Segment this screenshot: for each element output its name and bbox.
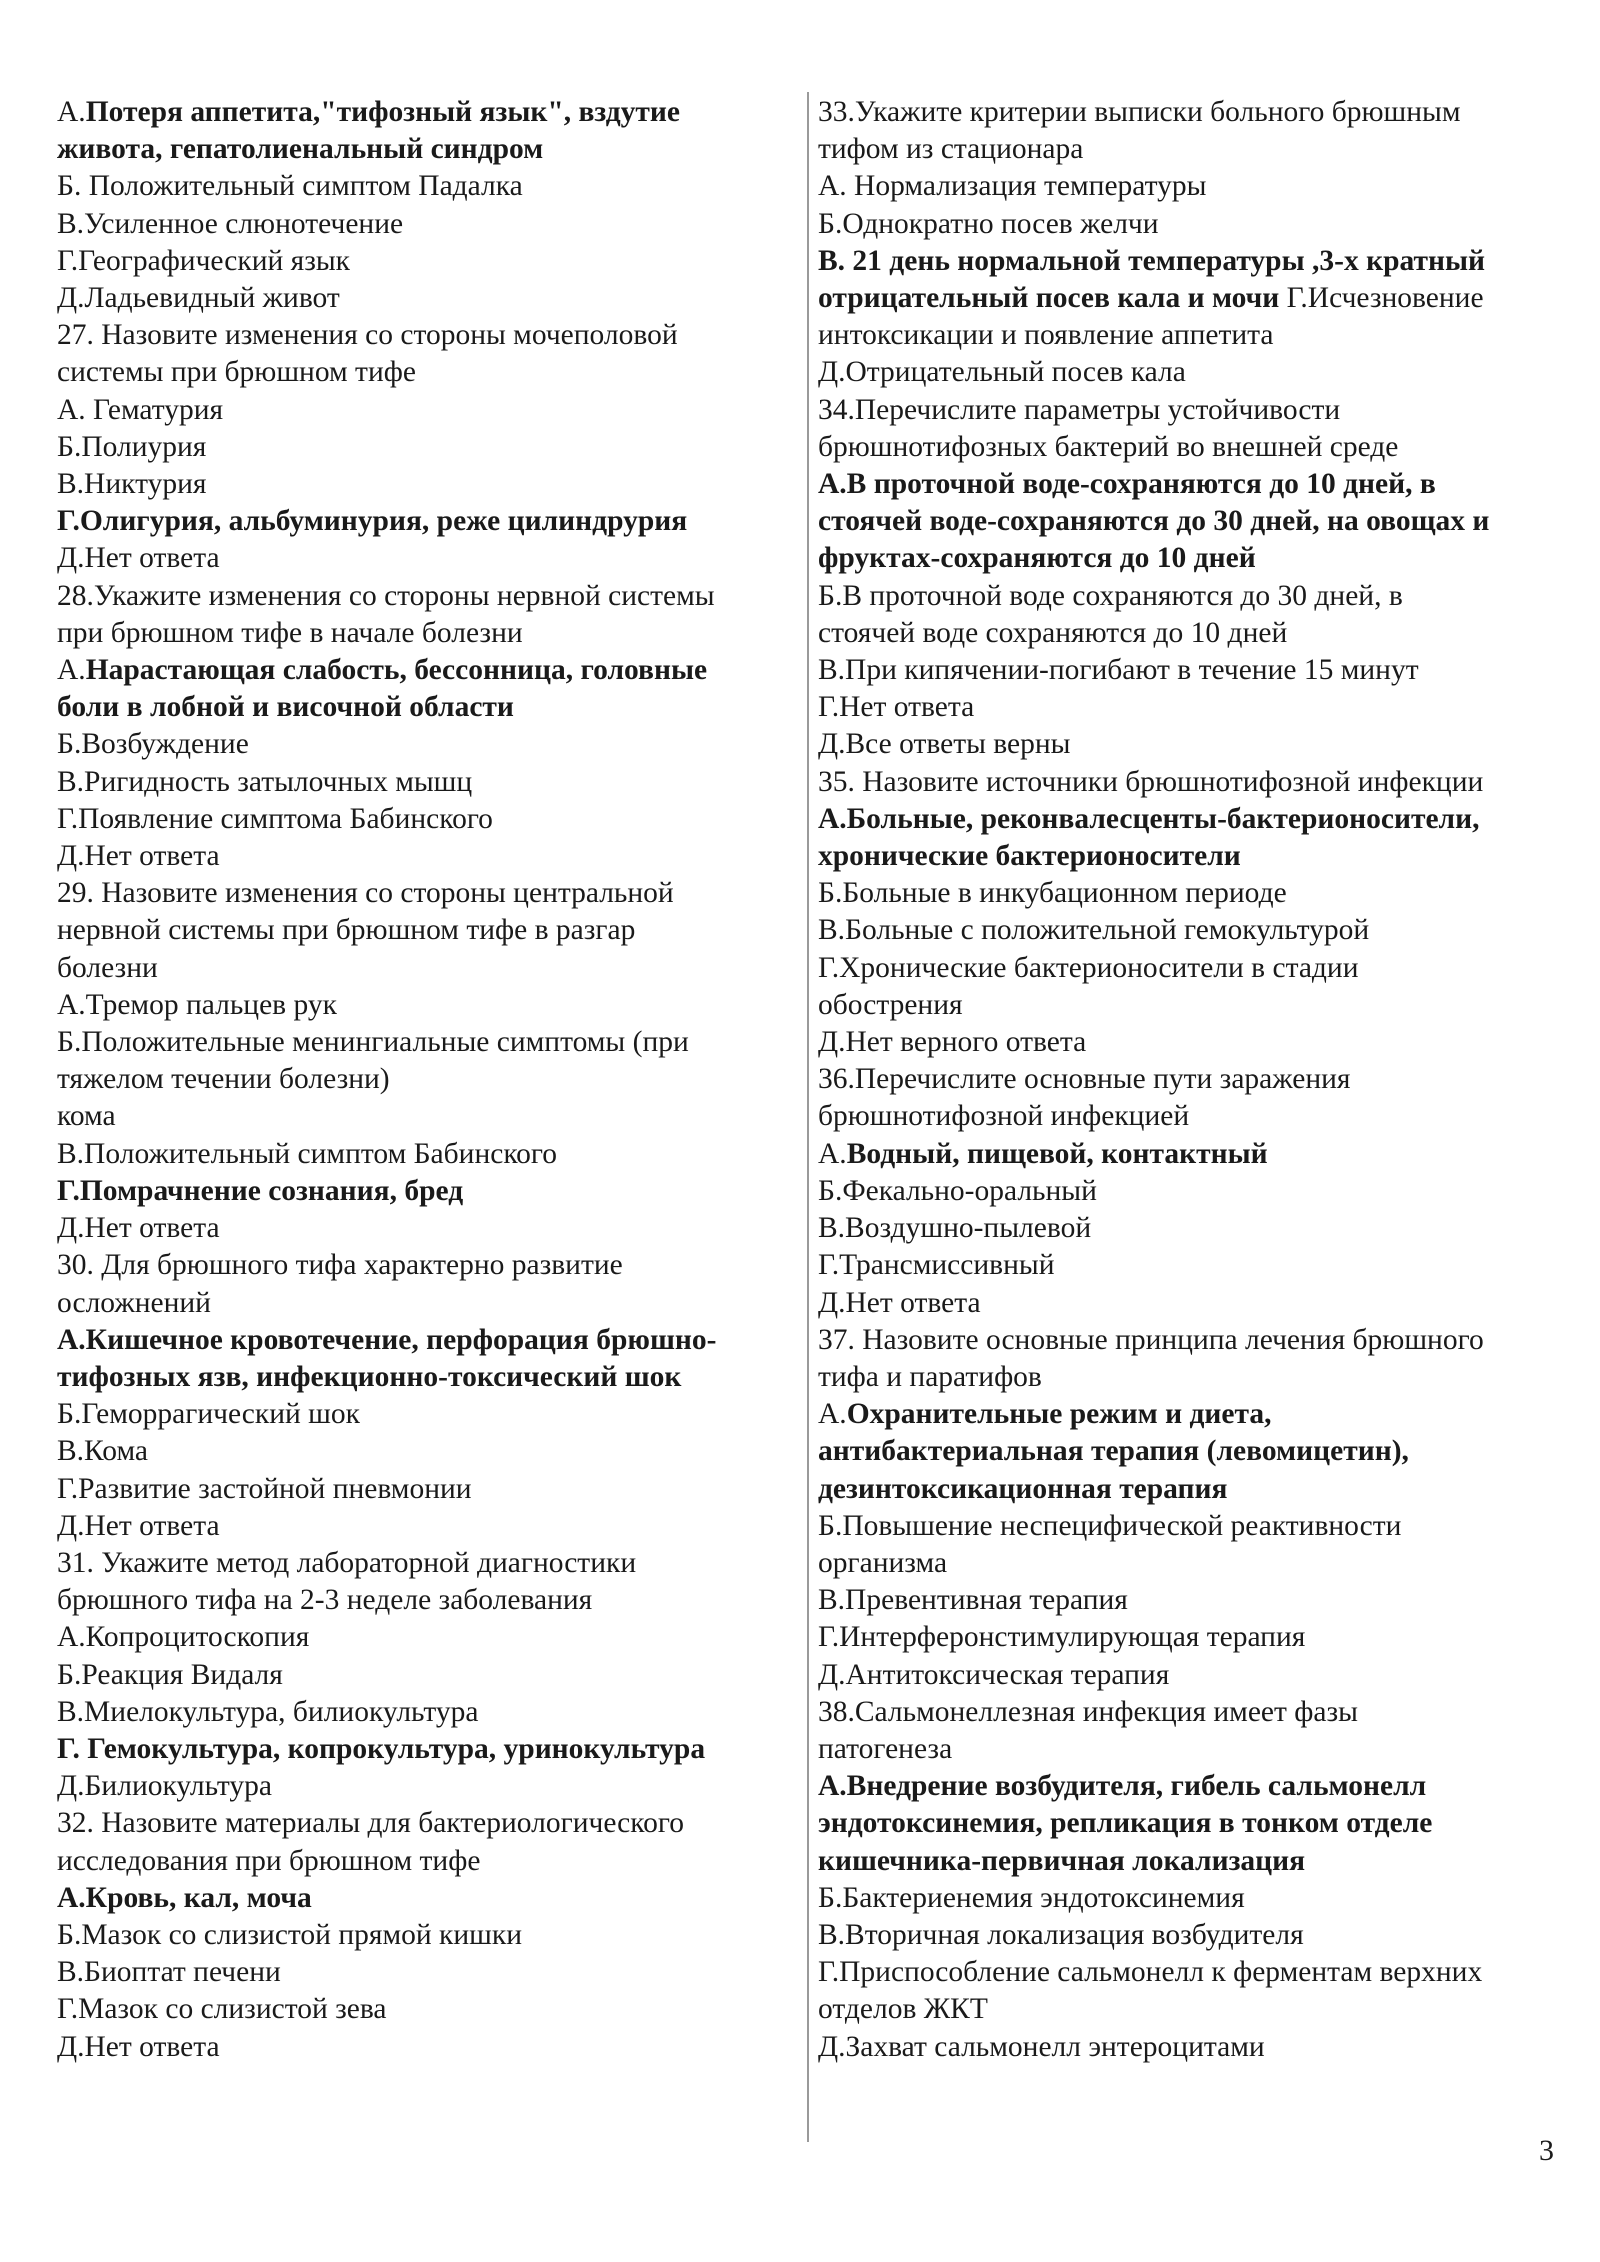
text-run: Б.В проточной воде сохраняются до 30 дней, в (818, 579, 1403, 612)
bold-text-run: Г.Олигурия, альбуминурия, реже цилиндрурия (57, 505, 688, 538)
text-line (57, 1619, 797, 1656)
text-line (818, 429, 1576, 466)
bold-text-run: тифозных язв, инфекционно-токсический шок (57, 1360, 682, 1393)
text-line (57, 1098, 797, 1135)
bold-text-run: А.Больные, реконвалесценты-бактерионосители, (818, 802, 1480, 835)
bold-text-run: боли в лобной и височной области (57, 691, 514, 724)
text-line (57, 578, 797, 615)
text-run: 34.Перечислите параметры устойчивости (818, 393, 1341, 426)
text-line (818, 1880, 1576, 1917)
text-line (818, 1210, 1576, 1247)
text-run: 31. Укажите метод лабораторной диагностики (57, 1546, 637, 1579)
text-run: А. (818, 1398, 847, 1431)
text-run: при брюшном тифе в начале болезни (57, 616, 523, 649)
page-number: 3 (1539, 2134, 1554, 2167)
text-run: В.Никтурия (57, 468, 207, 501)
text-line (818, 801, 1576, 838)
text-line (818, 838, 1576, 875)
text-run: Д.Антитоксическая терапия (818, 1658, 1170, 1691)
text-line (57, 689, 797, 726)
text-run: 38.Сальмонеллезная инфекция имеет фазы (818, 1695, 1358, 1728)
text-line (818, 1061, 1576, 1098)
text-run: брюшного тифа на 2-3 неделе заболевания (57, 1584, 593, 1617)
text-run: болезни (57, 951, 158, 984)
text-run: Д.Нет ответа (57, 542, 220, 575)
text-line (57, 615, 797, 652)
text-line (818, 1917, 1576, 1954)
text-line (818, 1545, 1576, 1582)
text-run: А. (57, 654, 86, 687)
text-run: Б. Положительный симптом Падалка (57, 170, 523, 203)
text-line (57, 243, 797, 280)
text-line (818, 1247, 1576, 1284)
text-run: Г.Географический язык (57, 244, 351, 277)
text-run: Б.Мазок со слизистой прямой кишки (57, 1918, 522, 1951)
text-line (57, 1322, 797, 1359)
text-run: В.Кома (57, 1435, 149, 1468)
text-line (57, 131, 797, 168)
text-line (818, 1433, 1576, 1470)
text-run: Д.Ладьевидный живот (57, 282, 340, 315)
text-line (57, 652, 797, 689)
text-run: А.Копроцитоскопия (57, 1621, 310, 1654)
text-line (57, 1694, 797, 1731)
text-line (818, 1471, 1576, 1508)
text-line (818, 912, 1576, 949)
text-run: Б.Повышение неспецифической реактивности (818, 1509, 1402, 1542)
text-run: Г.Развитие застойной пневмонии (57, 1472, 472, 1505)
text-run: Г.Появление симптома Бабинского (57, 802, 493, 835)
text-line (57, 466, 797, 503)
text-line (818, 2029, 1576, 2066)
text-line (57, 1396, 797, 1433)
text-run: стоячей воде сохраняются до 10 дней (818, 616, 1288, 649)
text-line (57, 1805, 797, 1842)
text-run: 29. Назовите изменения со стороны центральной (57, 877, 674, 910)
text-line (57, 1917, 797, 1954)
text-line (818, 1731, 1576, 1768)
bold-text-run: антибактериальная терапия (левомицетин), (818, 1435, 1409, 1468)
text-run: Б.Положительные менингиальные симптомы (при (57, 1026, 689, 1059)
left-column (57, 94, 797, 2066)
text-run: Г.Исчезновение (1279, 282, 1484, 315)
text-line (57, 1471, 797, 1508)
text-run: Д.Билиокультура (57, 1770, 272, 1803)
text-line (57, 1954, 797, 1991)
text-run: нервной системы при брюшном тифе в разгар (57, 914, 636, 947)
text-run: кома (57, 1100, 116, 1133)
text-line (818, 1024, 1576, 1061)
text-line (818, 1657, 1576, 1694)
text-line (57, 1061, 797, 1098)
text-line (818, 1768, 1576, 1805)
text-run: Б.Фекально-оральный (818, 1174, 1097, 1207)
bold-text-run: хронические бактерионосители (818, 840, 1241, 873)
text-run: Б.Больные в инкубационном периоде (818, 877, 1287, 910)
text-line (57, 540, 797, 577)
text-line (818, 1619, 1576, 1656)
text-run: интоксикации и появление аппетита (818, 319, 1274, 352)
text-line (818, 503, 1576, 540)
text-line (818, 689, 1576, 726)
text-line (57, 838, 797, 875)
text-run: Г.Приспособление сальмонелл к ферментам верхних (818, 1956, 1483, 1989)
text-line (57, 1843, 797, 1880)
text-run: Д.Нет ответа (57, 840, 220, 873)
bold-text-run: Г. Гемокультура, копрокультура, уринокультура (57, 1732, 706, 1765)
text-line (818, 1396, 1576, 1433)
text-line (57, 1508, 797, 1545)
text-run: тифа и паратифов (818, 1360, 1042, 1393)
bold-text-run: Г.Помрачнение сознания, бред (57, 1174, 464, 1207)
text-run: Г.Мазок со слизистой зева (57, 1993, 387, 2026)
text-run: А. Гематурия (57, 393, 224, 426)
text-run: Б.Полиурия (57, 430, 207, 463)
text-run: В.Воздушно-пылевой (818, 1212, 1092, 1245)
bold-text-run: А.В проточной воде-сохраняются до 10 дней, в (818, 468, 1436, 501)
bold-text-run: дезинтоксикационная терапия (818, 1472, 1228, 1505)
bold-text-run: Нарастающая слабость, бессонница, головные (85, 654, 708, 687)
text-line (57, 1247, 797, 1284)
text-line (57, 1582, 797, 1619)
text-line (57, 875, 797, 912)
text-run: 30. Для брюшного тифа характерно развитие (57, 1249, 623, 1282)
text-line (57, 1024, 797, 1061)
bold-text-run: кишечника-первичная локализация (818, 1844, 1306, 1877)
text-line (57, 206, 797, 243)
text-line (818, 578, 1576, 615)
text-line (57, 1210, 797, 1247)
text-run: Д.Все ответы верны (818, 728, 1071, 761)
text-run: А.Тремор пальцев рук (57, 988, 337, 1021)
text-line (57, 317, 797, 354)
text-run: В.Положительный симптом Бабинского (57, 1137, 558, 1170)
text-run: Г.Интерферонстимулирующая терапия (818, 1621, 1306, 1654)
text-line (57, 1731, 797, 1768)
text-line (818, 1694, 1576, 1731)
text-run: тифом из стационара (818, 133, 1084, 166)
text-line (57, 726, 797, 763)
text-run: В.Вторичная локализация возбудителя (818, 1918, 1304, 1951)
text-run: Б.Однократно посев желчи (818, 207, 1159, 240)
text-line (818, 280, 1576, 317)
text-line (818, 1582, 1576, 1619)
text-line (57, 764, 797, 801)
text-line (57, 354, 797, 391)
text-run: Б.Геморрагический шок (57, 1398, 360, 1431)
text-line (818, 1098, 1576, 1135)
bold-text-run: стоячей воде-сохраняются до 30 дней, на овощах и (818, 505, 1490, 538)
text-line (818, 1954, 1576, 1991)
bold-text-run: отрицательный посев кала и мочи (818, 282, 1280, 315)
text-run: Г.Нет ответа (818, 691, 975, 724)
text-run: Д.Нет ответа (57, 1509, 220, 1542)
text-run: Д.Нет ответа (57, 1212, 220, 1245)
text-line (57, 1285, 797, 1322)
text-run: А. (818, 1137, 847, 1170)
text-line (57, 1545, 797, 1582)
text-run: исследования при брюшном тифе (57, 1844, 481, 1877)
text-line (818, 1285, 1576, 1322)
text-run: отделов ЖКТ (818, 1993, 988, 2026)
text-line (57, 801, 797, 838)
text-run: В.Больные с положительной гемокультурой (818, 914, 1370, 947)
text-line (818, 875, 1576, 912)
bold-text-run: А.Внедрение возбудителя, гибель сальмонелл (818, 1770, 1427, 1803)
text-line (57, 168, 797, 205)
text-line (57, 2029, 797, 2066)
text-line (57, 1768, 797, 1805)
text-run: системы при брюшном тифе (57, 356, 416, 389)
text-line (57, 1136, 797, 1173)
text-run: В.Миелокультура, билиокультура (57, 1695, 479, 1728)
text-run: Г.Хронические бактерионосители в стадии (818, 951, 1359, 984)
text-line (57, 912, 797, 949)
text-line (818, 1322, 1576, 1359)
text-line (818, 1805, 1576, 1842)
text-line (818, 540, 1576, 577)
text-line (818, 1843, 1576, 1880)
text-run: 35. Назовите источники брюшнотифозной инфекции (818, 765, 1484, 798)
text-line (818, 168, 1576, 205)
text-line (818, 615, 1576, 652)
text-run: А. Нормализация температуры (818, 170, 1207, 203)
text-run: В.При кипячении-погибают в течение 15 минут (818, 654, 1419, 687)
text-line (57, 950, 797, 987)
text-line (818, 764, 1576, 801)
text-line (818, 652, 1576, 689)
text-line (57, 1359, 797, 1396)
text-line (818, 206, 1576, 243)
text-line (57, 503, 797, 540)
bold-text-run: живота, гепатолиенальный синдром (57, 133, 544, 166)
text-run: патогенеза (818, 1732, 953, 1765)
text-line (818, 131, 1576, 168)
text-line (57, 94, 797, 131)
text-run: 27. Назовите изменения со стороны мочеполовой (57, 319, 678, 352)
text-run: брюшнотифозных бактерий во внешней среде (818, 430, 1399, 463)
text-run: Д.Захват сальмонелл энтероцитами (818, 2030, 1265, 2063)
bold-text-run: фруктах-сохраняются до 10 дней (818, 542, 1256, 575)
text-run: Д.Нет ответа (57, 2030, 220, 2063)
text-run: 28.Укажите изменения со стороны нервной системы (57, 579, 715, 612)
text-run: Д.Отрицательный посев кала (818, 356, 1186, 389)
text-run: 36.Перечислите основные пути заражения (818, 1063, 1351, 1096)
text-run: тяжелом течении болезни) (57, 1063, 390, 1096)
text-run: А. (57, 96, 86, 128)
bold-text-run: А.Кишечное кровотечение, перфорация брюшно- (57, 1323, 717, 1356)
text-line (818, 466, 1576, 503)
text-line (818, 392, 1576, 429)
text-run: 37. Назовите основные принципа лечения брюшного (818, 1323, 1484, 1356)
text-line (818, 1136, 1576, 1173)
text-run: В.Биоптат печени (57, 1956, 281, 1989)
bold-text-run: эндотоксинемия, репликация в тонком отделе (818, 1807, 1433, 1840)
text-line (818, 950, 1576, 987)
text-run: В.Ригидность затылочных мышц (57, 765, 473, 798)
text-line (818, 726, 1576, 763)
column-divider (807, 92, 809, 2142)
text-run: В.Усиленное слюнотечение (57, 207, 404, 240)
text-run: обострения (818, 988, 963, 1021)
text-line (818, 1173, 1576, 1210)
text-run: осложнений (57, 1286, 211, 1319)
text-line (818, 354, 1576, 391)
bold-text-run: Потеря аппетита,"тифозный язык", вздутие (85, 96, 680, 128)
text-line (818, 1991, 1576, 2028)
text-line (818, 243, 1576, 280)
text-line (57, 392, 797, 429)
text-line (818, 987, 1576, 1024)
text-line (818, 317, 1576, 354)
text-line (57, 1173, 797, 1210)
text-run: В.Превентивная терапия (818, 1584, 1128, 1617)
bold-text-run: А.Кровь, кал, моча (57, 1881, 312, 1914)
bold-text-run: Водный, пищевой, контактный (846, 1137, 1268, 1170)
text-run: брюшнотифозной инфекцией (818, 1100, 1190, 1133)
text-line (818, 1359, 1576, 1396)
text-line (57, 1880, 797, 1917)
text-line (57, 429, 797, 466)
text-run: Б.Возбуждение (57, 728, 249, 761)
text-line (57, 1433, 797, 1470)
text-run: 33.Укажите критерии выписки больного брюшным (818, 96, 1461, 128)
text-line (57, 280, 797, 317)
right-column (818, 94, 1576, 2066)
text-line (57, 1657, 797, 1694)
text-run: Б.Реакция Видаля (57, 1658, 283, 1691)
text-run: Б.Бактериенемия эндотоксинемия (818, 1881, 1245, 1914)
text-line (57, 987, 797, 1024)
text-line (818, 1508, 1576, 1545)
text-run: Д.Нет верного ответа (818, 1026, 1087, 1059)
bold-text-run: Охранительные режим и диета, (846, 1398, 1272, 1431)
text-line (818, 94, 1576, 131)
text-run: Д.Нет ответа (818, 1286, 981, 1319)
text-run: Г.Трансмиссивный (818, 1249, 1055, 1282)
text-line (57, 1991, 797, 2028)
text-run: организма (818, 1546, 948, 1579)
bold-text-run: В. 21 день нормальной температуры ,3-х кратный (818, 244, 1485, 277)
text-run: 32. Назовите материалы для бактериологического (57, 1807, 684, 1840)
